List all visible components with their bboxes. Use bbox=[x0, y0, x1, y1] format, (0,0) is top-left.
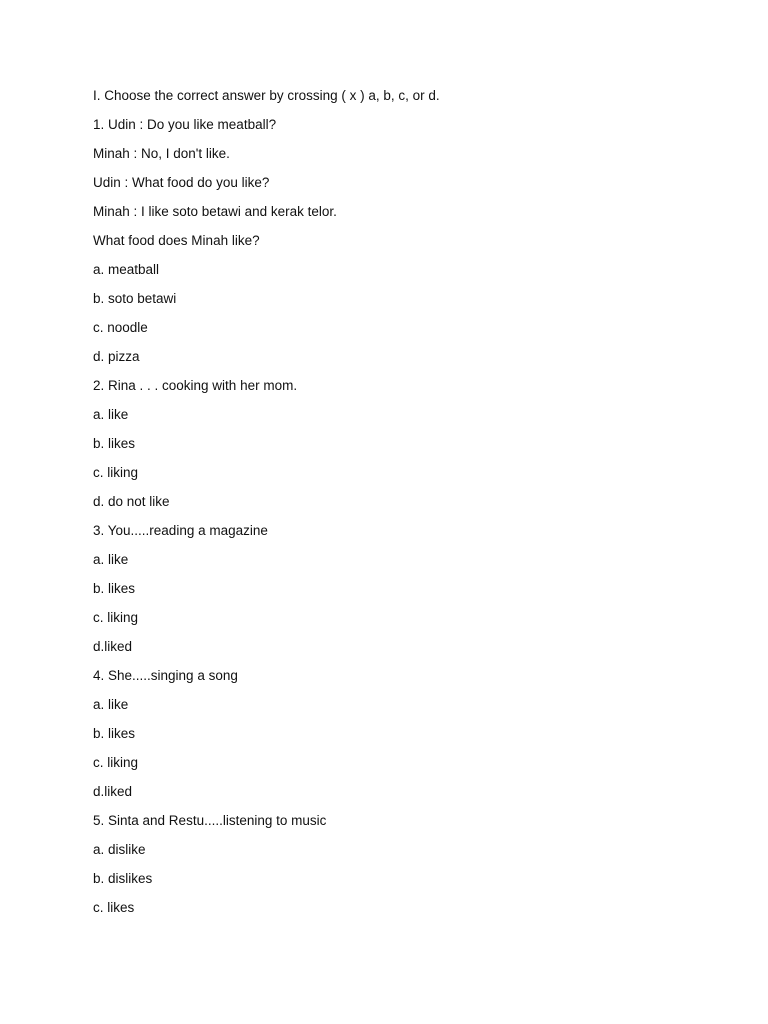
question-5-option-c: c. likes bbox=[93, 900, 135, 915]
instruction-text: I. Choose the correct answer by crossing ( x ) a, b, c, or d. bbox=[93, 88, 440, 103]
question-1-dialogue-line-4: Minah : I like soto betawi and kerak telor. bbox=[93, 204, 337, 219]
question-2-option-b: b. likes bbox=[93, 436, 136, 451]
question-1-dialogue-line-3: Udin : What food do you like? bbox=[93, 175, 270, 190]
question-3-option-c: c. liking bbox=[93, 610, 139, 625]
question-1-option-b: b. soto betawi bbox=[93, 291, 177, 306]
question-4-option-c: c. liking bbox=[93, 755, 139, 770]
question-1-option-d: d. pizza bbox=[93, 349, 140, 364]
question-3-prompt: 3. You.....reading a magazine bbox=[93, 523, 268, 538]
question-5-prompt: 5. Sinta and Restu.....listening to music bbox=[93, 813, 327, 828]
question-1-dialogue-line-1: 1. Udin : Do you like meatball? bbox=[93, 117, 277, 132]
question-1-dialogue-line-2: Minah : No, I don't like. bbox=[93, 146, 230, 161]
question-1-prompt: What food does Minah like? bbox=[93, 233, 260, 248]
question-5-option-a: a. dislike bbox=[93, 842, 146, 857]
question-list bbox=[93, 86, 440, 927]
question-4-prompt: 4. She.....singing a song bbox=[93, 668, 238, 683]
question-4-option-a: a. like bbox=[93, 697, 129, 712]
question-2-prompt: 2. Rina . . . cooking with her mom. bbox=[93, 378, 298, 393]
question-4-option-b: b. likes bbox=[93, 726, 136, 741]
question-2-option-d: d. do not like bbox=[93, 494, 170, 509]
question-5-option-b: b. dislikes bbox=[93, 871, 153, 886]
question-1-option-a: a. meatball bbox=[93, 262, 160, 277]
question-1-option-c: c. noodle bbox=[93, 320, 148, 335]
question-2-option-c: c. liking bbox=[93, 465, 139, 480]
question-3-option-b: b. likes bbox=[93, 581, 136, 596]
question-4-option-d: d.liked bbox=[93, 784, 133, 799]
question-3-option-d: d.liked bbox=[93, 639, 133, 654]
question-2-option-a: a. like bbox=[93, 407, 129, 422]
question-3-option-a: a. like bbox=[93, 552, 129, 567]
